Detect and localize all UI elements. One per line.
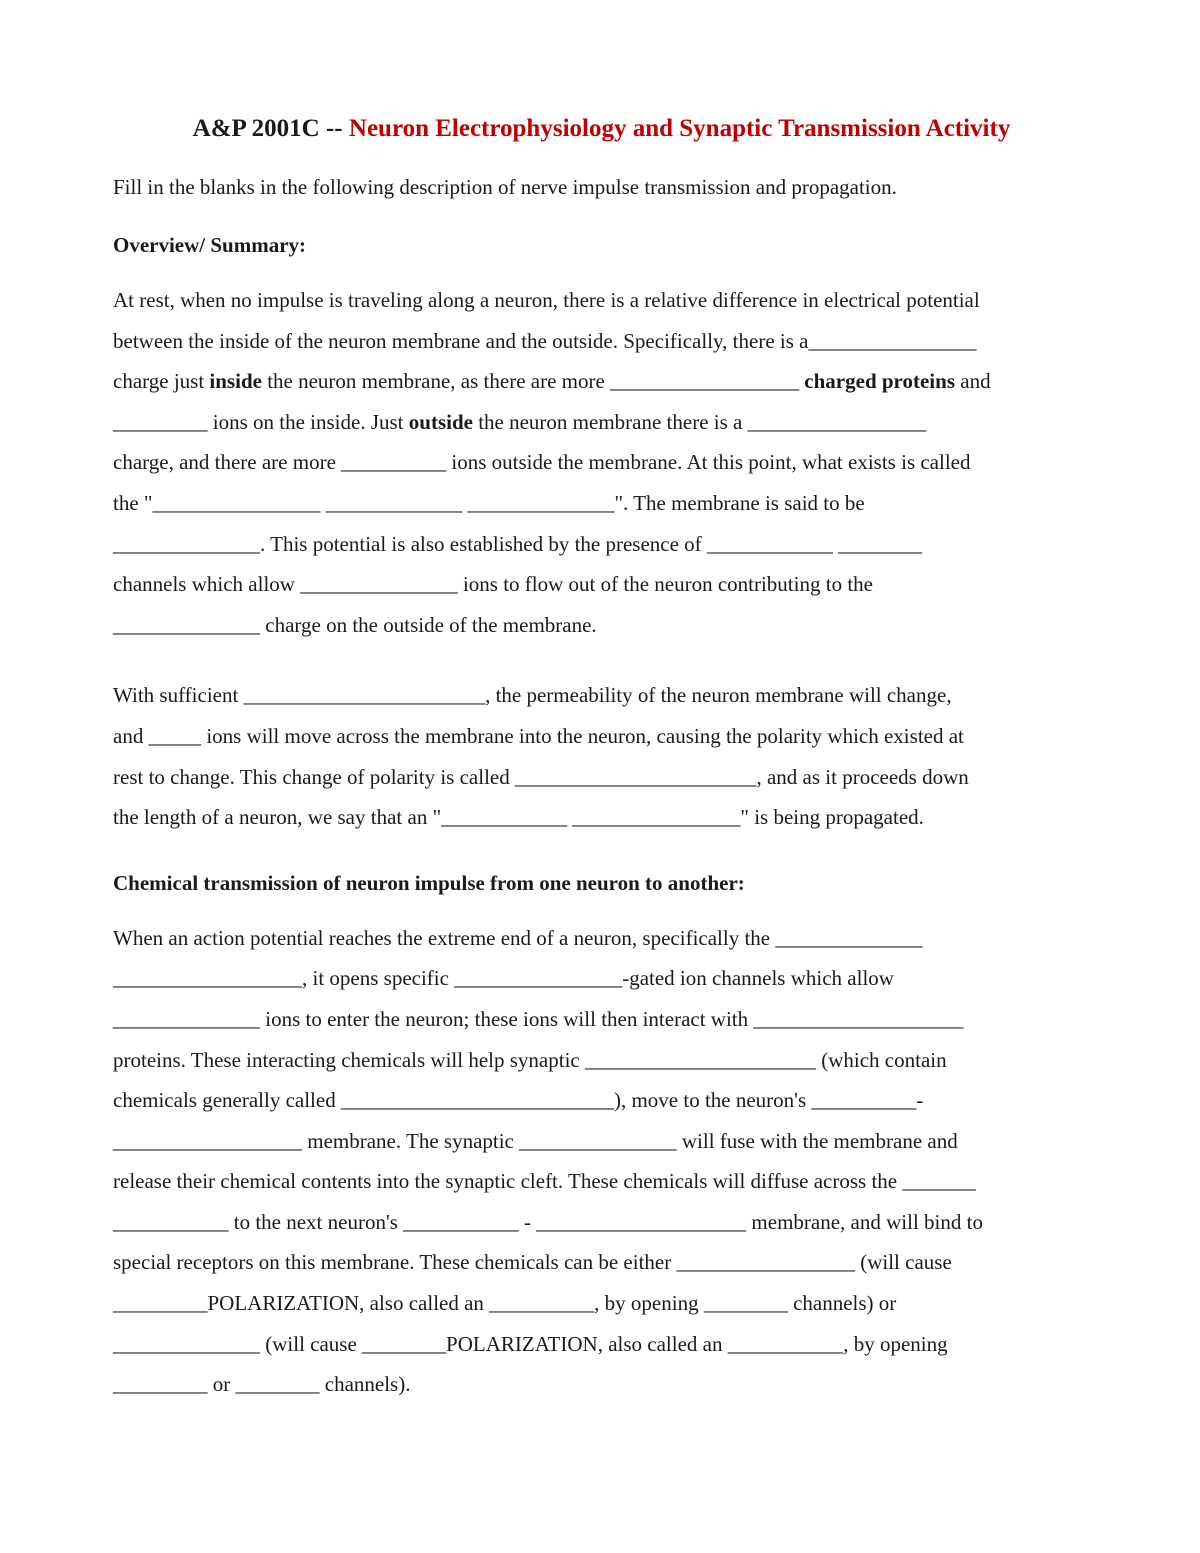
spacer [113,645,1090,675]
page-title [113,112,1090,146]
bold-term-inside: inside [209,369,262,394]
text-line: At rest, when no impulse is traveling along a neuron, there is a relative difference in electrical potential [113,288,980,312]
text-line: channels which allow _______________ ions to flow out of the neuron contributing to the [113,572,873,597]
text-line [113,361,1090,402]
text-run: _________ ions on the inside. Just [113,409,409,434]
text-line: _________POLARIZATION, also called an __________, by opening ________ channels) or [113,1291,897,1316]
text-run: and [955,369,991,394]
text-run: the neuron membrane there is a _________________ [472,409,927,434]
text-line: ______________ ions to enter the neuron; these ions will then interact with ____________________ [113,1006,964,1031]
bold-term-outside: outside [408,409,473,434]
text-line: chemicals generally called __________________________), move to the neuron's __________- [113,1088,924,1113]
title-main: Neuron Electrophysiology and Synaptic Transmission Activity [348,115,1011,142]
text-line: When an action potential reaches the extreme end of a neuron, specifically the ______________ [113,925,923,950]
text-line: __________________, it opens specific ________________-gated ion channels which allow [113,966,894,991]
bold-term-charged-proteins: charged proteins [804,369,955,394]
text-line: _________ or ________ channels). [113,1372,411,1397]
section-heading-overview: Overview/ Summary: [113,233,307,257]
spacer [113,838,1090,868]
text-line: the length of a neuron, we say that an "____________ ________________" is being propagated. [113,805,924,830]
text-line: With sufficient _______________________, the permeability of the neuron membrane will change, [113,683,952,708]
intro-text: Fill in the blanks in the following description of nerve impulse transmission and propagation. [113,175,897,199]
paragraph-depolarization [113,675,1090,837]
text-line: the "________________ _____________ ______________". The membrane is said to be [113,490,865,515]
text-line: proteins. These interacting chemicals will help synaptic ______________________ (which contain [113,1047,947,1072]
text-line: release their chemical contents into the synaptic cleft. These chemicals will diffuse across the _______ [113,1169,976,1194]
text-line: ______________ (will cause ________POLARIZATION, also called an ___________, by opening [113,1331,948,1356]
section-heading-chemical-transmission: Chemical transmission of neuron impulse from one neuron to another: [113,870,745,895]
paragraph-chemical-transmission [113,918,1090,1405]
text-line: and _____ ions will move across the membrane into the neuron, causing the polarity which existed at [113,723,964,748]
text-line: rest to change. This change of polarity is called _______________________, and as it proceeds down [113,764,969,789]
text-line: ______________ charge on the outside of the membrane. [113,612,597,637]
title-prefix: A&P 2001C -- [192,115,349,142]
text-line: ___________ to the next neuron's ___________ - ____________________ membrane, and will bind to [113,1209,983,1234]
text-run: charge just [113,369,210,394]
text-line [113,402,1090,443]
text-line: ______________. This potential is also established by the presence of ____________ ________ [113,531,923,556]
text-run: the neuron membrane, as there are more __________________ [261,369,805,394]
paragraph-overview [113,280,1090,645]
text-line: special receptors on this membrane. These chemicals can be either _________________ (will cause [113,1250,952,1275]
text-line: charge, and there are more __________ ions outside the membrane. At this point, what exists is called [113,450,971,475]
text-line: __________________ membrane. The synaptic _______________ will fuse with the membrane and [113,1128,958,1153]
text-line: between the inside of the neuron membrane and the outside. Specifically, there is a________________ [113,328,977,353]
